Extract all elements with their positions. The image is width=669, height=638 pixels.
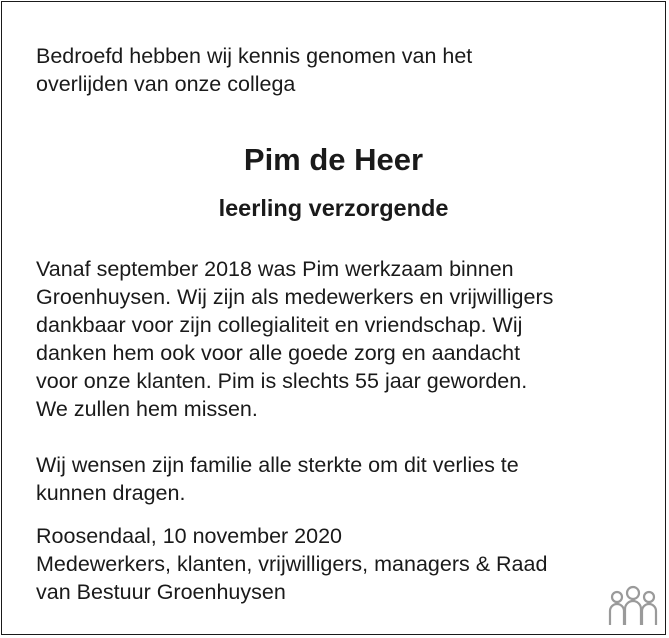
intro-line: overlijden van onze collega bbox=[36, 72, 296, 96]
condolence-line: Wij wensen zijn familie alle sterkte om dit verlies te bbox=[36, 453, 519, 477]
tribute-line: Vanaf september 2018 was Pim werkzaam binnen bbox=[36, 257, 514, 281]
deceased-name: Pim de Heer bbox=[243, 142, 424, 177]
tribute-line: danken hem ook voor alle goede zorg en aandacht bbox=[36, 341, 521, 365]
tribute-line: voor onze klanten. Pim is slechts 55 jaar geworden. bbox=[36, 369, 528, 393]
tribute-line: dankbaar voor zijn collegialiteit en vriendschap. Wij bbox=[36, 313, 523, 337]
condolence-text bbox=[36, 451, 519, 507]
condolence-line: kunnen dragen. bbox=[36, 481, 186, 505]
signers-line: van Bestuur Groenhuysen bbox=[36, 580, 286, 604]
tribute-line: We zullen hem missen. bbox=[36, 397, 258, 421]
tribute-text bbox=[36, 255, 553, 423]
intro-text bbox=[36, 42, 472, 98]
intro-line: Bedroefd hebben wij kennis genomen van het bbox=[36, 44, 473, 68]
tribute-line: Groenhuysen. Wij zijn als medewerkers en vrijwilligers bbox=[36, 285, 554, 309]
signers-text bbox=[36, 550, 547, 606]
place-date: Roosendaal, 10 november 2020 bbox=[36, 524, 342, 548]
signers-line: Medewerkers, klanten, vrijwilligers, managers & Raad bbox=[36, 552, 548, 576]
death-notice-card bbox=[1, 1, 666, 635]
deceased-role: leerling verzorgende bbox=[218, 195, 449, 221]
people-group-icon bbox=[607, 585, 659, 629]
